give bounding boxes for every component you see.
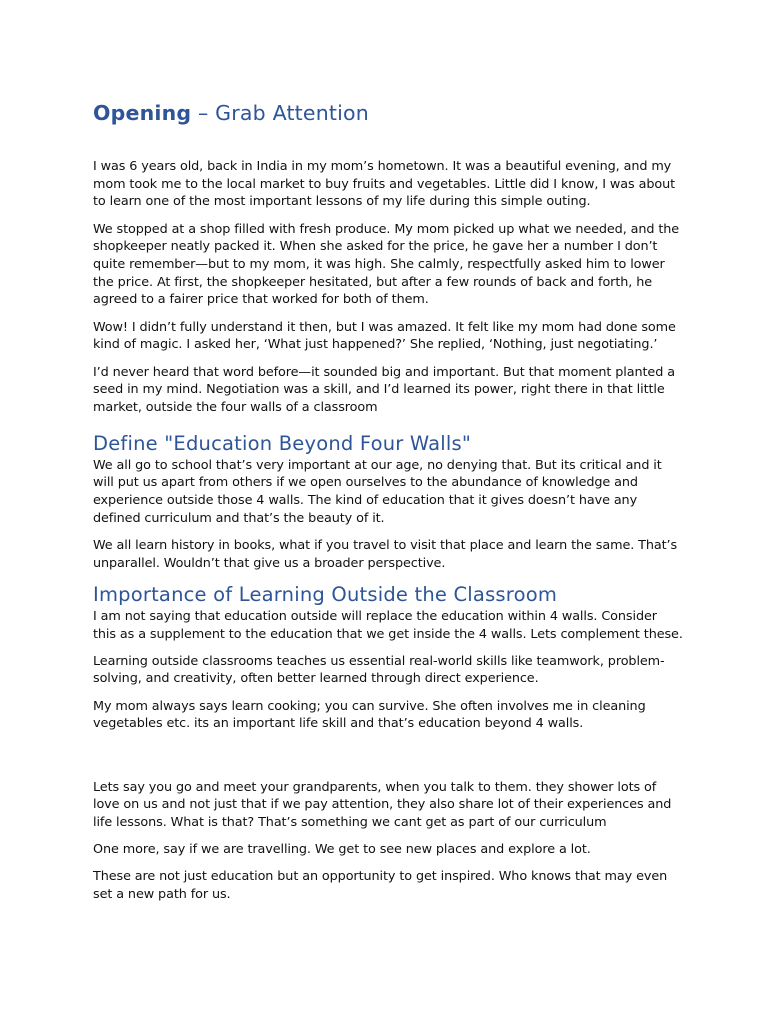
paragraph: Wow! I didn’t fully understand it then, but I was amazed. It felt like my mom had done some kind of magic. I asked her, ‘What just happened?’ She replied, ‘Nothing, just negotiating.’: [93, 319, 676, 353]
paragraph: My mom always says learn cooking; you can survive. She often involves me in cleaning vegetables etc. its an important life skill and that’s education beyond 4 walls.: [93, 698, 646, 732]
paragraph: We all learn history in books, what if you travel to visit that place and learn the same. That’s unparallel. Wouldn’t that give us a broader perspective.: [93, 537, 678, 571]
page-title-rest: – Grab Attention: [191, 101, 369, 125]
paragraph: Learning outside classrooms teaches us essential real-world skills like teamwork, problem-solving, and creativity, often better learned through direct experience.: [93, 653, 665, 687]
paragraph: I was 6 years old, back in India in my mom’s hometown. It was a beautiful evening, and my mom took me to the local market to buy fruits and vegetables. Little did I know, I was about to learn one of the most important lessons of my life during this simple outing.: [93, 159, 676, 210]
paragraph: We all go to school that’s very important at our age, no denying that. But its critical and it will put us apart from others if we open ourselves to the abundance of knowledge and experience outside those 4 walls. The kind of education that it gives doesn’t have any defined curriculum and that’s the beauty of it.: [93, 457, 662, 526]
paragraph: Lets say you go and meet your grandparents, when you talk to them. they shower lots of love on us and not just that if we pay attention, they also share lot of their experiences and life lessons. What is that? That’s something we cant get as part of our curriculum: [93, 779, 672, 830]
paragraph: These are not just education but an opportunity to get inspired. Who knows that may even set a new path for us.: [93, 869, 668, 903]
document-page: [93, 96, 683, 913]
paragraph: We stopped at a shop filled with fresh produce. My mom picked up what we needed, and the shopkeeper neatly packed it. When she asked for the price, he gave her a number I don’t quite remember—but to my mom, it was high. She calmly, respectfully asked him to lower the price. At first, the shopkeeper hesitated, but after a few rounds of back and forth, he agreed to a fairer price that worked for both of them.: [93, 221, 680, 308]
blank-space: [93, 743, 683, 779]
section-heading: Importance of Learning Outside the Classroom: [93, 582, 558, 606]
paragraph: One more, say if we are travelling. We get to see new places and explore a lot.: [93, 842, 591, 858]
paragraph: I’d never heard that word before—it sounded big and important. But that moment planted a seed in my mind. Negotiation was a skill, and I’d learned its power, right there in that little market, outside the four walls of a classroom: [93, 364, 675, 415]
page-title-bold: Opening: [93, 101, 192, 125]
page-title: [93, 96, 683, 130]
section-heading: Define "Education Beyond Four Walls": [93, 431, 472, 455]
paragraph: I am not saying that education outside will replace the education within 4 walls. Consider this as a supplement to the education that we get inside the 4 walls. Lets complement these.: [93, 608, 683, 642]
